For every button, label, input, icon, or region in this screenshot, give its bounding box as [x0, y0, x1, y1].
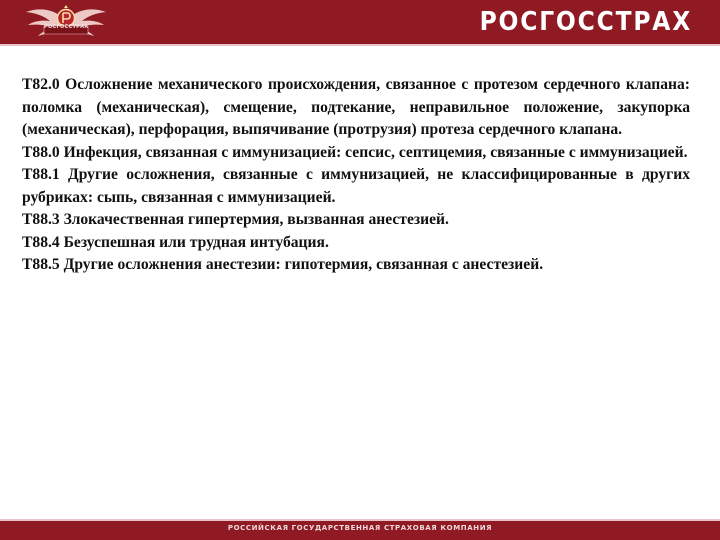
document-body: [22, 74, 690, 277]
logo-caption: РОСГОССТРАХ: [44, 24, 89, 30]
eagle-logo-icon: [24, 3, 108, 41]
paragraph-t88-1: T88.1 Другие осложнения, связанные с иммунизацией, не классифицированные в других рубриках: сыпь, связанная с иммунизацией.: [22, 166, 690, 206]
paragraph-t88-3: T88.3 Злокачественная гипертермия, вызванная анестезией.: [22, 211, 449, 228]
header-divider: [0, 44, 720, 46]
header-bar: [0, 0, 720, 44]
paragraph-t88-0: T88.0 Инфекция, связанная с иммунизацией: сепсис, септицемия, связанные с иммунизацией.: [22, 143, 688, 161]
footer-text: РОССИЙСКАЯ ГОСУДАРСТВЕННАЯ СТРАХОВАЯ КОМПАНИЯ: [227, 524, 493, 532]
paragraph-t88-4: T88.4 Безуспешная или трудная интубация.: [22, 233, 329, 251]
brand-name: РОСГОССТРАХ: [479, 7, 692, 37]
paragraph-t82-0: T82.0 Осложнение механического происхождения, связанное с протезом сердечного клапана: поломка (механическая), смещение, подтекание, неправильное положение, закупорка (механическая), перфорация, выпячивание (протрузия) протеза сердечного клапана.: [22, 76, 690, 138]
paragraph-t88-5: T88.5 Другие осложнения анестезии: гипотермия, связанная с анестезией.: [22, 256, 544, 273]
